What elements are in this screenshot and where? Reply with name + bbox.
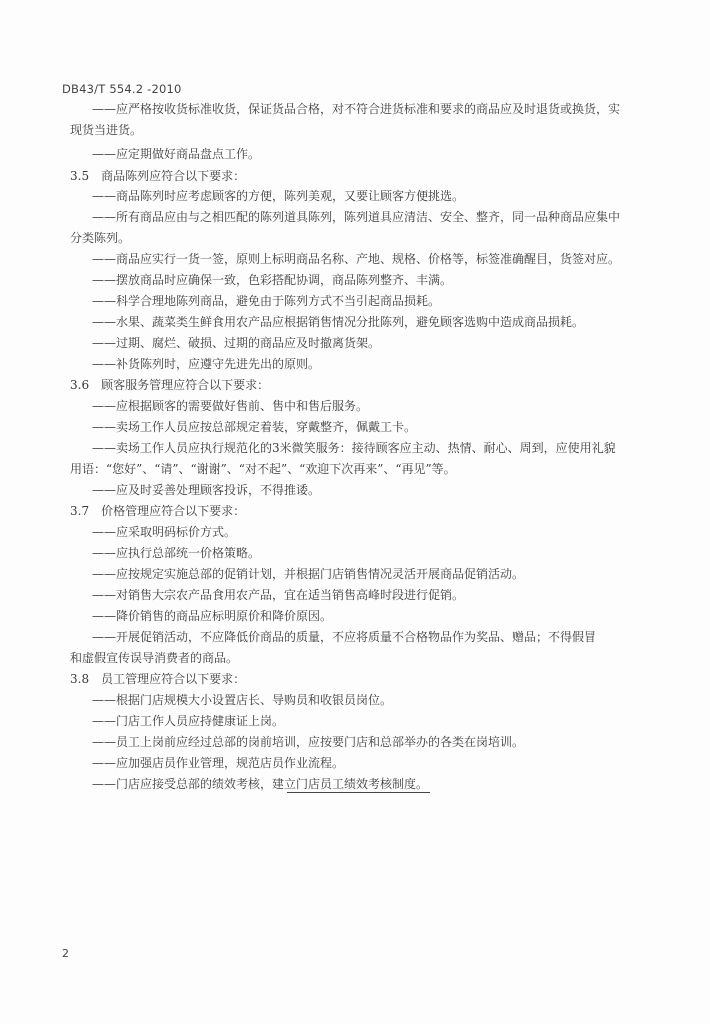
section-3-7-heading: 3.7 价格管理应符合以下要求： (70, 504, 246, 518)
end-of-text-rule (287, 792, 430, 793)
text-line-16: ——卖场工作人员应按总部规定着装，穿戴整齐，佩戴工卡。 (92, 420, 417, 434)
section-3-8-heading: 3.8 员工管理应符合以下要求： (70, 672, 246, 686)
text-line-10: ——科学合理地陈列商品，避免由于陈列方式不当引起商品损耗。 (92, 294, 441, 308)
text-line-5: ——商品陈列时应考虑顾客的方便，陈列美观，又要让顾客方便挑选。 (92, 189, 465, 203)
text-line-9: ——摆放商品时应确保一致，色彩搭配协调，商品陈列整齐、丰满。 (92, 273, 453, 287)
text-line-19: ——应及时妥善处理顾客投诉，不得推诿。 (92, 483, 321, 497)
text-line-17: ——卖场工作人员应执行规范化的3米微笑服务：接待顾客应主动、热情、耐心、周到，应使用礼貌 (92, 441, 616, 455)
text-line-1: ——应严格按收货标准收货，保证货品合格，对不符合进货标准和要求的商品应及时退货或换货，实 (92, 102, 621, 116)
text-line-13: ——补货陈列时，应遵守先进先出的原则。 (92, 357, 321, 371)
section-3-5-heading: 3.5 商品陈列应符合以下要求： (70, 169, 246, 183)
text-line-8: ——商品应实行一货一签，原则上标明商品名称、产地、规格、价格等，标签准确醒目，货签对应。 (92, 252, 621, 266)
text-line-27: 和虚假宣传误导消费者的商品。 (70, 651, 239, 665)
text-line-12: ——过期、腐烂、破损、过期的商品应及时撤离货架。 (92, 336, 381, 350)
text-line-29: ——根据门店规模大小设置店长、导购员和收银员岗位。 (92, 693, 393, 707)
text-line-7: 分类陈列。 (70, 231, 131, 245)
text-line-21: ——应采取明码标价方式。 (92, 525, 237, 539)
section-3-6-heading: 3.6 顾客服务管理应符合以下要求： (70, 378, 270, 392)
text-line-26: ——开展促销活动，不应降低价商品的质量，不应将质量不合格物品作为奖品、赠品；不得假冒 (92, 630, 597, 644)
page-number: 2 (62, 947, 69, 960)
text-line-23: ——应按规定实施总部的促销计划，并根据门店销售情况灵活开展商品促销活动。 (92, 567, 525, 581)
text-line-6: ——所有商品应由与之相匹配的陈列道具陈列，陈列道具应清洁、安全、整齐，同一品种商品应集中 (92, 210, 621, 224)
text-line-3: ——应定期做好商品盘点工作。 (92, 147, 261, 161)
text-line-18: 用语：“您好”、“请”、“谢谢”、“对不起”、“欢迎下次再来”、“再见”等。 (70, 462, 456, 476)
text-line-24: ——对销售大宗农产品食用农产品，宜在适当销售高峰时段进行促销。 (92, 588, 465, 602)
text-line-11: ——水果、蔬菜类生鲜食用农产品应根据销售情况分批陈列，避免顾客选购中造成商品损耗。 (92, 315, 585, 329)
text-line-22: ——应执行总部统一价格策略。 (92, 546, 261, 560)
text-line-25: ——降价销售的商品应标明原价和降价原因。 (92, 609, 333, 623)
text-line-15: ——应根据顾客的需要做好售前、售中和售后服务。 (92, 399, 369, 413)
text-line-33: ——门店应接受总部的绩效考核，建立门店员工绩效考核制度。 (92, 777, 429, 791)
standard-number-header: DB43/T 554.2 -2010 (62, 82, 182, 96)
text-line-31: ——员工上岗前应经过总部的岗前培训，应按要门店和总部举办的各类在岗培训。 (92, 735, 525, 749)
text-line-32: ——应加强店员作业管理，规范店员作业流程。 (92, 756, 345, 770)
text-line-2: 现货当进货。 (70, 123, 143, 137)
text-line-30: ——门店工作人员应持健康证上岗。 (92, 714, 285, 728)
